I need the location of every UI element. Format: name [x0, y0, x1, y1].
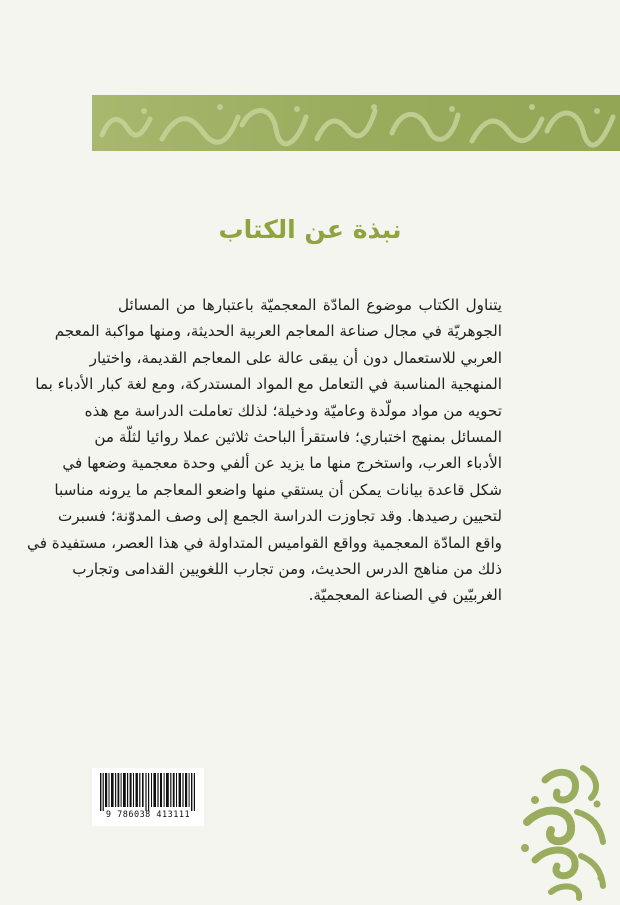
barcode-bars-icon — [98, 773, 198, 811]
summary-line: يتناول الكتاب موضوع المادّة المعجميّة باعتبارها من المسائل — [118, 296, 502, 314]
summary-line: الجوهريّة في مجال صناعة المعاجم العربية الحديثة، ومنها مواكبة المعجم — [54, 322, 502, 341]
summary-line: واقع المادّة المعجمية وواقع القواميس المتداولة في هذا العصر، مستفيدة في — [27, 533, 502, 552]
summary-line: ذلك من مناهج الدرس الحديث، ومن تجارب اللغويين القدامى وتجارب — [72, 560, 502, 579]
calligraphy-pattern-icon — [92, 95, 620, 151]
summary-line: تحويه من مواد مولّدة وعاميّة ودخيلة؛ لذلك تعاملت الدراسة مع هذه — [84, 401, 502, 420]
summary-line-last: الغربيّين في الصناعة المعجميّة. — [308, 586, 502, 605]
book-summary — [27, 292, 502, 609]
calligraphy-ornament-icon — [505, 760, 620, 905]
summary-line: الأدباء العرب، واستخرج منها ما يزيد عن ألفي وحدة معجمية وضعها في — [62, 454, 502, 473]
summary-line: لتحيين رصيدها. وقد تجاوزت الدراسة الجمع إلى وصف المدوّنة؛ فسبرت — [57, 507, 502, 526]
summary-line: المنهجية المناسبة في التعامل مع المواد المستدركة، ومع لغة كبار الأدباء بما — [35, 375, 502, 394]
summary-line: العربي للاستعمال دون أن يبقى عالة على المعاجم القديمة، واختيار — [89, 348, 502, 367]
summary-line: شكل قاعدة بيانات يمكن أن يستقي منها واضعو المعاجم ما يرونه مناسبا — [54, 480, 502, 499]
calligraphy-banner — [92, 95, 620, 151]
isbn-barcode — [92, 768, 204, 826]
section-title: نبذة عن الكتاب — [218, 215, 402, 244]
summary-line: المسائل بمنهج اختباري؛ فاستقرأ الباحث ثلاثين عملا روائيا لثلّة من — [94, 428, 502, 447]
isbn-number: 9 786038 413111 — [105, 810, 191, 820]
